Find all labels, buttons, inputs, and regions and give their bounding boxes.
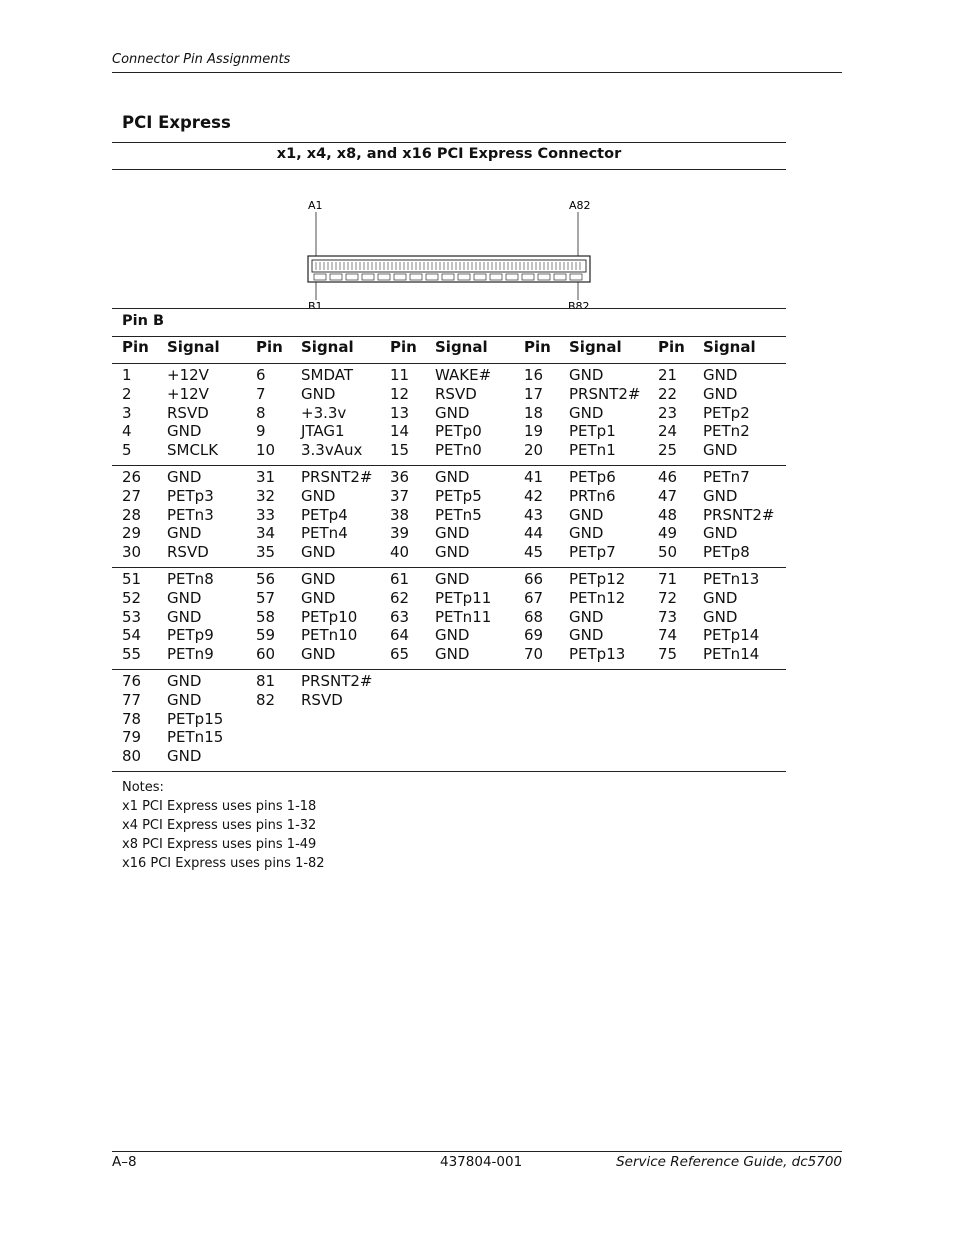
pin-column bbox=[514, 570, 569, 664]
signal-name: GND bbox=[167, 671, 202, 690]
signal-name: GND bbox=[435, 543, 470, 562]
connector-figure bbox=[112, 170, 786, 308]
pin-column bbox=[112, 468, 167, 562]
signal-column bbox=[569, 468, 648, 562]
pin-number: 29 bbox=[122, 524, 142, 543]
signal-name: PRSNT2# bbox=[703, 505, 775, 524]
pinout-table bbox=[112, 142, 786, 873]
pin-number: 69 bbox=[524, 626, 544, 645]
label-a1: A1 bbox=[308, 199, 323, 212]
signal-name: GND bbox=[569, 366, 604, 384]
pin-number: 47 bbox=[658, 486, 678, 505]
pin-column bbox=[380, 468, 435, 562]
signal-name: PETp1 bbox=[569, 422, 616, 441]
signal-name: PETp15 bbox=[167, 709, 224, 728]
label-b82: B82 bbox=[568, 300, 590, 308]
pin-number: 82 bbox=[256, 690, 276, 709]
signal-name: PETn3 bbox=[167, 505, 214, 524]
signal-name: PETp4 bbox=[301, 505, 348, 524]
signal-name: GND bbox=[167, 588, 202, 607]
signal-name: GND bbox=[435, 626, 470, 645]
signal-name: GND bbox=[435, 524, 470, 543]
pin-number: 68 bbox=[524, 607, 544, 626]
pin-number: 20 bbox=[524, 441, 544, 460]
pin-column bbox=[246, 570, 301, 664]
signal-name: GND bbox=[301, 569, 336, 588]
pin-number: 77 bbox=[122, 690, 142, 709]
signal-name: PRSNT2# bbox=[301, 467, 373, 486]
pin-number: 64 bbox=[390, 626, 410, 645]
pin-number: 13 bbox=[390, 403, 410, 422]
signal-name: GND bbox=[301, 486, 336, 505]
signal-column bbox=[167, 468, 246, 562]
pin-number: 62 bbox=[390, 588, 410, 607]
pin-number: 2 bbox=[122, 384, 132, 403]
pin-number: 81 bbox=[256, 671, 276, 690]
footer-page-number: A–8 bbox=[112, 1154, 137, 1170]
signal-name: GND bbox=[703, 384, 738, 403]
pin-column bbox=[648, 468, 703, 562]
pin-column bbox=[514, 672, 569, 766]
pin-number: 19 bbox=[524, 422, 544, 441]
signal-name: GND bbox=[301, 384, 336, 403]
footer-doc-number: 437804-001 bbox=[440, 1154, 523, 1170]
pin-number: 66 bbox=[524, 569, 544, 588]
connector-slot bbox=[312, 260, 586, 272]
pin-number: 45 bbox=[524, 543, 544, 562]
header-pin: Pin bbox=[390, 338, 417, 356]
pin-number: 78 bbox=[122, 709, 142, 728]
pin-b-subheading: Pin B bbox=[122, 313, 165, 329]
signal-column bbox=[435, 672, 514, 766]
signal-column bbox=[301, 468, 380, 562]
signal-column bbox=[301, 570, 380, 664]
signal-name: PETp12 bbox=[569, 569, 626, 588]
signal-name: GND bbox=[301, 588, 336, 607]
signal-column bbox=[703, 672, 782, 766]
signal-name: PRTn6 bbox=[569, 486, 616, 505]
pin-number: 5 bbox=[122, 441, 132, 460]
signal-name: 3.3vAux bbox=[301, 441, 363, 460]
signal-column bbox=[167, 672, 246, 766]
signal-name: GND bbox=[167, 467, 202, 486]
signal-name: GND bbox=[569, 626, 604, 645]
footer-guide-title: Service Reference Guide, dc5700 bbox=[616, 1154, 842, 1170]
pin-number: 67 bbox=[524, 588, 544, 607]
pin-number: 74 bbox=[658, 626, 678, 645]
pin-number: 72 bbox=[658, 588, 678, 607]
pin-number: 31 bbox=[256, 467, 276, 486]
note-line: x1 PCI Express uses pins 1-18 bbox=[122, 798, 317, 814]
pin-column bbox=[112, 570, 167, 664]
note-line: Notes: bbox=[122, 779, 164, 795]
signal-name: PETn1 bbox=[569, 441, 616, 460]
signal-column bbox=[435, 570, 514, 664]
pin-number: 52 bbox=[122, 588, 142, 607]
signal-column bbox=[703, 366, 782, 460]
pin-group-row bbox=[112, 670, 786, 771]
pin-number: 63 bbox=[390, 607, 410, 626]
pin-column bbox=[246, 366, 301, 460]
signal-name: PETn14 bbox=[703, 645, 760, 664]
pin-column bbox=[380, 366, 435, 460]
pin-column bbox=[112, 366, 167, 460]
signal-column bbox=[569, 672, 648, 766]
signal-name: GND bbox=[167, 422, 202, 441]
signal-name: GND bbox=[301, 543, 336, 562]
pin-column bbox=[648, 366, 703, 460]
signal-name: GND bbox=[703, 486, 738, 505]
pin-number: 22 bbox=[658, 384, 678, 403]
signal-name: PETn13 bbox=[703, 569, 760, 588]
pin-number: 7 bbox=[256, 384, 266, 403]
signal-name: PETp7 bbox=[569, 543, 616, 562]
signal-name: GND bbox=[569, 505, 604, 524]
pin-number: 28 bbox=[122, 505, 142, 524]
signal-name: PETp11 bbox=[435, 588, 492, 607]
pin-column bbox=[112, 672, 167, 766]
signal-column bbox=[435, 468, 514, 562]
signal-name: PETn10 bbox=[301, 626, 358, 645]
pin-number: 40 bbox=[390, 543, 410, 562]
signal-name: GND bbox=[435, 569, 470, 588]
pin-number: 51 bbox=[122, 569, 142, 588]
header-signal: Signal bbox=[435, 338, 488, 356]
signal-name: SMCLK bbox=[167, 441, 219, 460]
signal-column bbox=[167, 570, 246, 664]
signal-name: GND bbox=[435, 645, 470, 664]
signal-column bbox=[301, 366, 380, 460]
pin-number: 70 bbox=[524, 645, 544, 664]
signal-name: RSVD bbox=[167, 403, 209, 422]
pin-number: 26 bbox=[122, 467, 142, 486]
pin-number: 25 bbox=[658, 441, 678, 460]
pin-number: 49 bbox=[658, 524, 678, 543]
signal-name: PETn5 bbox=[435, 505, 482, 524]
label-a82: A82 bbox=[569, 199, 591, 212]
signal-name: SMDAT bbox=[301, 366, 354, 384]
pin-number: 75 bbox=[658, 645, 678, 664]
header-pin: Pin bbox=[122, 338, 149, 356]
pin-number: 42 bbox=[524, 486, 544, 505]
note-line: x4 PCI Express uses pins 1-32 bbox=[122, 817, 317, 833]
pin-number: 71 bbox=[658, 569, 678, 588]
running-header: Connector Pin Assignments bbox=[112, 52, 291, 67]
pin-group-row bbox=[112, 364, 786, 465]
pin-column bbox=[246, 672, 301, 766]
pin-number: 59 bbox=[256, 626, 276, 645]
header-rule bbox=[112, 72, 842, 73]
signal-name: +12V bbox=[167, 366, 209, 384]
pin-number: 58 bbox=[256, 607, 276, 626]
signal-name: GND bbox=[703, 607, 738, 626]
section-title: PCI Express bbox=[122, 113, 231, 132]
signal-name: PETn2 bbox=[703, 422, 750, 441]
pin-number: 44 bbox=[524, 524, 544, 543]
pin-column bbox=[514, 468, 569, 562]
pin-number: 38 bbox=[390, 505, 410, 524]
signal-column bbox=[301, 672, 380, 766]
signal-name: JTAG1 bbox=[301, 422, 345, 441]
signal-name: +12V bbox=[167, 384, 209, 403]
pin-number: 41 bbox=[524, 467, 544, 486]
signal-name: PETp9 bbox=[167, 626, 214, 645]
signal-name: PETp0 bbox=[435, 422, 482, 441]
signal-name: RSVD bbox=[167, 543, 209, 562]
pin-number: 79 bbox=[122, 728, 142, 747]
pin-column bbox=[514, 366, 569, 460]
signal-column bbox=[569, 366, 648, 460]
signal-column bbox=[167, 366, 246, 460]
pin-number: 61 bbox=[390, 569, 410, 588]
pin-number: 3 bbox=[122, 403, 132, 422]
pin-number: 30 bbox=[122, 543, 142, 562]
pin-number: 18 bbox=[524, 403, 544, 422]
pin-column bbox=[380, 672, 435, 766]
pin-number: 39 bbox=[390, 524, 410, 543]
pin-number: 54 bbox=[122, 626, 142, 645]
signal-name: GND bbox=[703, 524, 738, 543]
pin-number: 57 bbox=[256, 588, 276, 607]
footer-rule bbox=[112, 1151, 842, 1152]
signal-name: PETp10 bbox=[301, 607, 358, 626]
signal-name: GND bbox=[703, 441, 738, 460]
pin-group-row bbox=[112, 466, 786, 567]
column-header-row bbox=[112, 337, 786, 363]
signal-column bbox=[703, 468, 782, 562]
signal-name: GND bbox=[435, 403, 470, 422]
signal-name: GND bbox=[167, 607, 202, 626]
note-line: x8 PCI Express uses pins 1-49 bbox=[122, 836, 317, 852]
pin-number: 53 bbox=[122, 607, 142, 626]
table-caption: x1, x4, x8, and x16 PCI Express Connector bbox=[276, 146, 622, 162]
pin-groups bbox=[112, 364, 786, 772]
header-pin: Pin bbox=[524, 338, 551, 356]
signal-name: GND bbox=[301, 645, 336, 664]
label-b1: B1 bbox=[308, 300, 323, 308]
signal-name: GND bbox=[167, 690, 202, 709]
signal-name: PETn12 bbox=[569, 588, 626, 607]
signal-name: WAKE# bbox=[435, 366, 492, 384]
signal-name: PETp14 bbox=[703, 626, 760, 645]
signal-column bbox=[703, 570, 782, 664]
signal-column bbox=[569, 570, 648, 664]
connector-diagram bbox=[112, 170, 786, 308]
pin-number: 46 bbox=[658, 467, 678, 486]
pin-number: 65 bbox=[390, 645, 410, 664]
pin-column bbox=[246, 468, 301, 562]
signal-name: GND bbox=[569, 607, 604, 626]
pin-number: 14 bbox=[390, 422, 410, 441]
header-pin: Pin bbox=[256, 338, 283, 356]
pin-number: 43 bbox=[524, 505, 544, 524]
signal-name: GND bbox=[703, 588, 738, 607]
pin-number: 8 bbox=[256, 403, 266, 422]
pin-number: 48 bbox=[658, 505, 678, 524]
pin-number: 36 bbox=[390, 467, 410, 486]
pin-number: 32 bbox=[256, 486, 276, 505]
signal-name: PETn15 bbox=[167, 728, 224, 747]
notes bbox=[112, 772, 786, 873]
pin-number: 73 bbox=[658, 607, 678, 626]
signal-name: PETp5 bbox=[435, 486, 482, 505]
pin-number: 10 bbox=[256, 441, 276, 460]
signal-name: GND bbox=[569, 524, 604, 543]
pin-number: 23 bbox=[658, 403, 678, 422]
signal-name: GND bbox=[569, 403, 604, 422]
signal-name: PETn4 bbox=[301, 524, 348, 543]
pin-number: 55 bbox=[122, 645, 142, 664]
header-signal: Signal bbox=[301, 338, 354, 356]
pin-number: 76 bbox=[122, 671, 142, 690]
signal-name: PETp8 bbox=[703, 543, 750, 562]
pin-number: 56 bbox=[256, 569, 276, 588]
pin-number: 33 bbox=[256, 505, 276, 524]
header-signal: Signal bbox=[167, 338, 220, 356]
header-signal: Signal bbox=[703, 338, 756, 356]
signal-name: RSVD bbox=[435, 384, 477, 403]
header-signal: Signal bbox=[569, 338, 622, 356]
pin-number: 37 bbox=[390, 486, 410, 505]
pin-number: 9 bbox=[256, 422, 266, 441]
signal-name: RSVD bbox=[301, 690, 343, 709]
pin-column bbox=[648, 672, 703, 766]
pin-number: 80 bbox=[122, 747, 142, 766]
pin-number: 17 bbox=[524, 384, 544, 403]
pin-number: 60 bbox=[256, 645, 276, 664]
pin-group-row bbox=[112, 568, 786, 669]
pin-number: 12 bbox=[390, 384, 410, 403]
pin-number: 16 bbox=[524, 366, 544, 384]
signal-name: PETn8 bbox=[167, 569, 214, 588]
signal-name: PETn9 bbox=[167, 645, 214, 664]
pin-number: 11 bbox=[390, 366, 410, 384]
pin-number: 24 bbox=[658, 422, 678, 441]
pin-number: 34 bbox=[256, 524, 276, 543]
signal-name: PRSNT2# bbox=[301, 671, 373, 690]
signal-name: PETp2 bbox=[703, 403, 750, 422]
signal-name: PETn11 bbox=[435, 607, 492, 626]
signal-name: GND bbox=[435, 467, 470, 486]
signal-name: GND bbox=[167, 747, 202, 766]
pin-number: 27 bbox=[122, 486, 142, 505]
header-pin: Pin bbox=[658, 338, 685, 356]
pin-number: 21 bbox=[658, 366, 678, 384]
pin-number: 50 bbox=[658, 543, 678, 562]
signal-name: PETp13 bbox=[569, 645, 626, 664]
signal-name: PETp3 bbox=[167, 486, 214, 505]
signal-name: PRSNT2# bbox=[569, 384, 641, 403]
signal-name: PETp6 bbox=[569, 467, 616, 486]
signal-name: PETn0 bbox=[435, 441, 482, 460]
pin-number: 35 bbox=[256, 543, 276, 562]
signal-name: PETn7 bbox=[703, 467, 750, 486]
signal-name: GND bbox=[167, 524, 202, 543]
pin-column bbox=[380, 570, 435, 664]
pin-column bbox=[648, 570, 703, 664]
signal-column bbox=[435, 366, 514, 460]
signal-name: +3.3v bbox=[301, 403, 347, 422]
pin-number: 1 bbox=[122, 366, 132, 384]
note-line: x16 PCI Express uses pins 1-82 bbox=[122, 855, 325, 871]
pin-number: 15 bbox=[390, 441, 410, 460]
pin-number: 4 bbox=[122, 422, 132, 441]
signal-name: GND bbox=[703, 366, 738, 384]
pin-number: 6 bbox=[256, 366, 266, 384]
